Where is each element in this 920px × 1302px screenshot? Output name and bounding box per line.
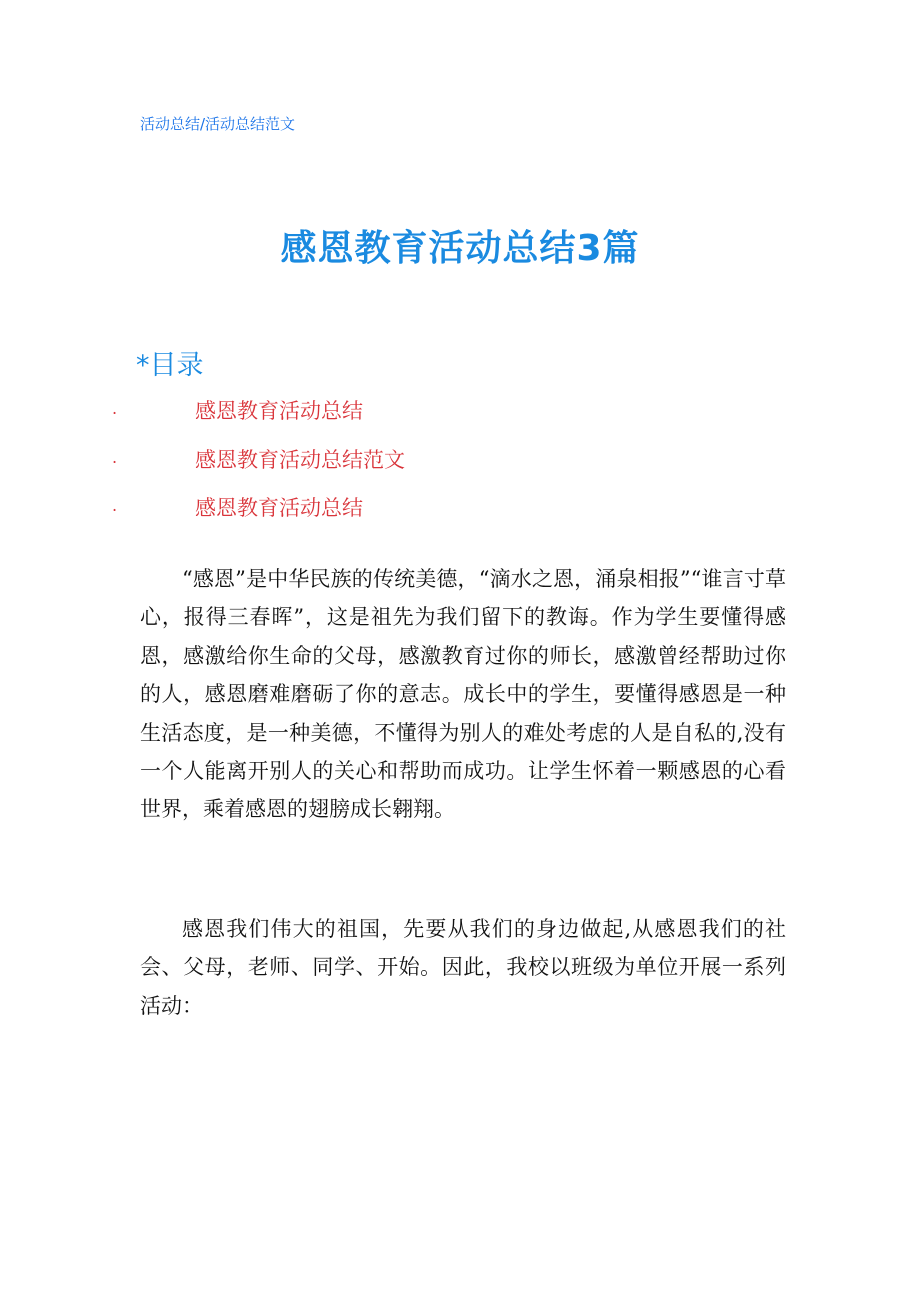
toc-bullet: . [112, 447, 118, 467]
toc-item-2[interactable] [0, 444, 920, 493]
toc-bullet: . [112, 399, 118, 418]
toc-heading: *目录 [136, 350, 204, 381]
breadcrumb[interactable]: 活动总结/活动总结范文 [140, 115, 296, 133]
toc-item-1[interactable] [0, 395, 920, 444]
toc-link[interactable]: 感恩教育活动总结范文 [195, 447, 405, 472]
toc-link[interactable]: 感恩教育活动总结 [195, 399, 363, 423]
body-paragraph-1: “感恩”是中华民族的传统美德，“滴水之恩，涌泉相报”“谁言寸草心，报得三春晖”，这是祖先为我们留下的教诲。作为学生要懂得感恩，感激给你生命的父母，感激教育过你的师长，感激曾经帮助过你的人，感恩磨难磨砺了你的意志。成长中的学生，要懂得感恩是一种生活态度，是一种美德，不懂得为别人的难处考虑的人是自私的,没有一个人能离开别人的关心和帮助而成功。让学生怀着一颗感恩的心看世界，乘着感恩的翅膀成长翱翔。 [140, 567, 786, 822]
page-title: 感恩教育活动总结3篇 [280, 228, 640, 269]
table-of-contents [0, 395, 920, 541]
toc-bullet: . [112, 496, 118, 515]
body-paragraph-2: 感恩我们伟大的祖国，先要从我们的身边做起,从感恩我们的社会、父母，老师、同学、开始。因此，我校以班级为单位开展一系列活动： [140, 917, 786, 1018]
toc-link[interactable]: 感恩教育活动总结 [195, 496, 363, 520]
toc-item-3[interactable] [0, 492, 920, 541]
